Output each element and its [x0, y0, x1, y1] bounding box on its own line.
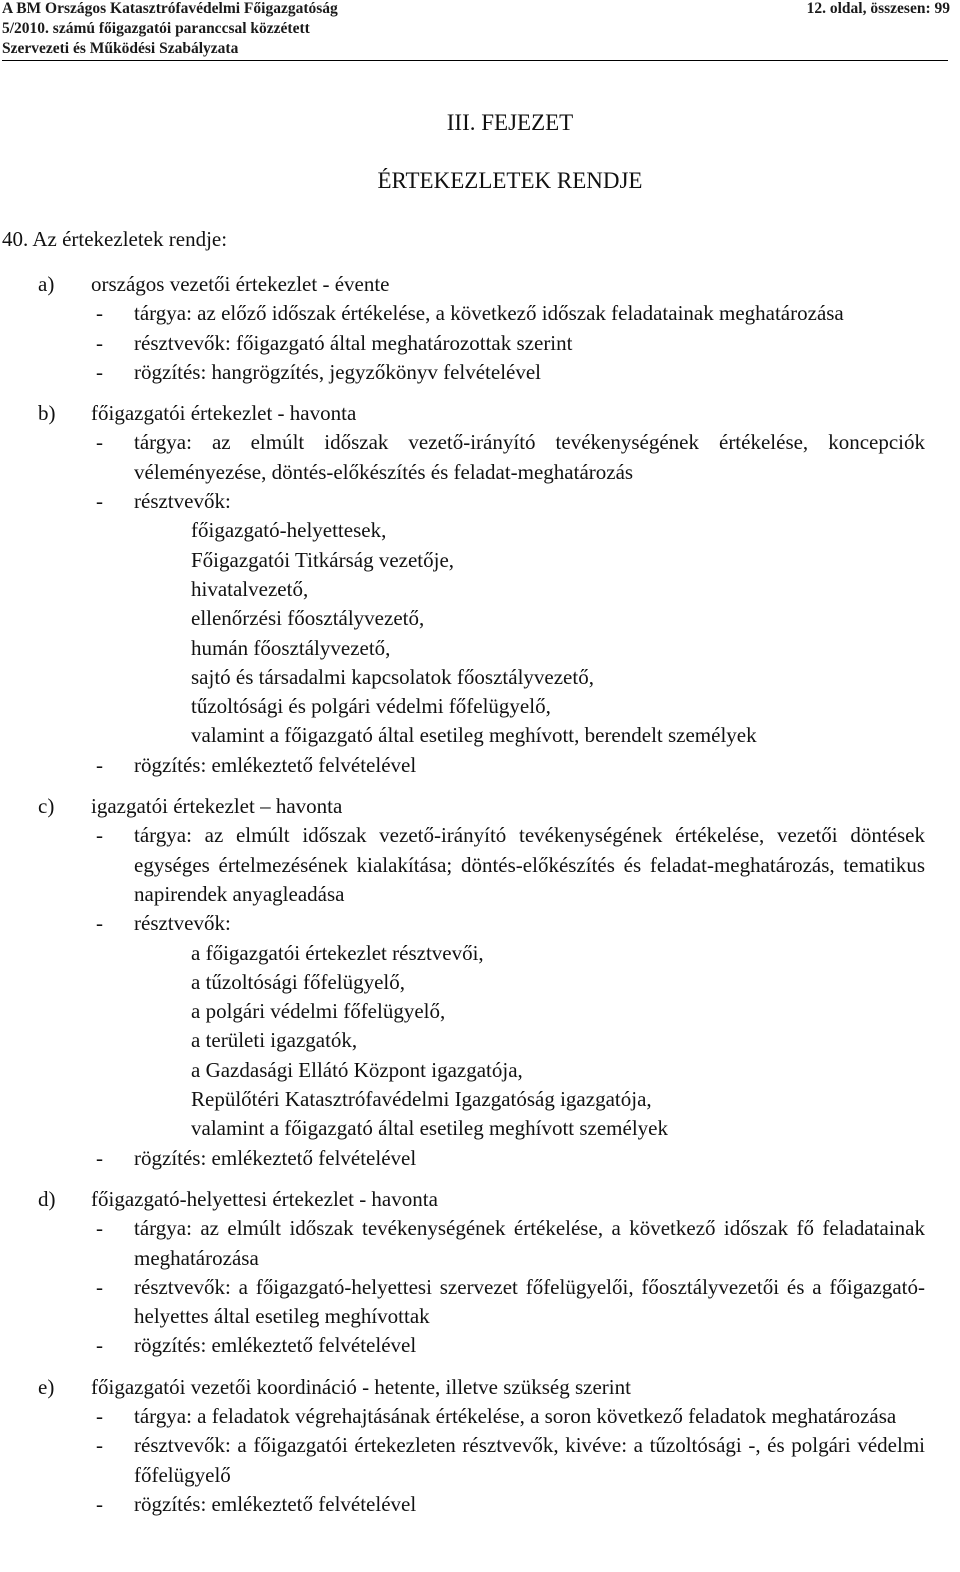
dash-bullet: -	[96, 1403, 103, 1428]
participant-line: valamint a főigazgató által esetileg meghívott személyek	[191, 1116, 668, 1141]
dash-bullet: -	[96, 1491, 103, 1516]
dash-bullet: -	[96, 330, 103, 355]
header-page-number: 12. oldal, összesen: 99	[806, 0, 950, 17]
section-letter: a)	[38, 272, 55, 296]
item-text: rögzítés: emlékeztető felvételével	[134, 1145, 417, 1170]
item-text: tárgya: az elmúlt időszak vezető-irányító tevékenységének értékelése, koncepciók véleményezése, döntés-előkészítés és feladat-meghatározás	[134, 430, 925, 484]
header-regulation: Szervezeti és Működési Szabályzata	[2, 40, 239, 57]
item-text: résztvevők:	[134, 489, 231, 514]
list-item	[0, 428, 960, 487]
list-item	[0, 1431, 960, 1490]
header-org: A BM Országos Katasztrófavédelmi Főigazgatóság	[2, 0, 338, 17]
section-title: országos vezetői értekezlet - évente	[91, 272, 390, 296]
list-item	[0, 821, 960, 909]
participant-line: ellenőrzési főosztályvezető,	[191, 606, 425, 631]
participant-line: sajtó és társadalmi kapcsolatok főosztályvezető,	[191, 664, 594, 689]
section-title: igazgatói értekezlet – havonta	[91, 794, 343, 819]
item-text: rögzítés: emlékeztető felvételével	[134, 1333, 417, 1358]
dash-bullet: -	[96, 1333, 103, 1358]
dash-bullet: -	[96, 1274, 103, 1299]
participant-line: a Gazdasági Ellátó Központ igazgatója,	[191, 1057, 523, 1082]
list-item	[0, 1214, 960, 1273]
dash-bullet: -	[96, 823, 103, 848]
section-letter: e)	[38, 1374, 55, 1399]
item-text: tárgya: az elmúlt időszak tevékenységének értékelése, a következő időszak fő feladatainak meghatározása	[134, 1216, 925, 1270]
list-item	[0, 358, 960, 387]
item-text: tárgya: a feladatok végrehajtásának értékelése, a soron következő feladatok meghatározása	[134, 1403, 897, 1428]
item-text: résztvevők: a főigazgatói értekezleten résztvevők, kivéve: a tűzoltósági -, és polgári védelmi főfelügyelő	[134, 1433, 925, 1487]
item-text: résztvevők:	[134, 911, 231, 936]
item-text: résztvevők: a főigazgató-helyettesi szervezet főfelügyelői, főosztályvezetői és a főigazgató-helyettes által esetileg meghívottak	[134, 1274, 925, 1329]
participant-line: a főigazgatói értekezlet résztvevői,	[191, 940, 484, 965]
item-text: résztvevők: főigazgató által meghatározottak szerint	[134, 330, 573, 355]
item-text: rögzítés: emlékeztető felvételével	[134, 752, 417, 777]
list-item	[0, 1273, 960, 1332]
participant-line: a tűzoltósági főfelügyelő,	[191, 969, 406, 994]
section-title: főigazgatói vezetői koordináció - hetente, illetve szükség szerint	[91, 1374, 631, 1399]
section-heading	[0, 270, 960, 299]
section-letter: b)	[38, 401, 56, 426]
header-line-3	[2, 40, 948, 61]
participant-line: humán főosztályvezető,	[191, 635, 391, 660]
list-item	[0, 1331, 960, 1360]
list-item	[0, 299, 960, 328]
meeting-section	[0, 399, 960, 780]
meeting-section	[0, 270, 960, 387]
participant-line: Repülőtéri Katasztrófavédelmi Igazgatóság igazgatója,	[191, 1087, 652, 1112]
item-text: rögzítés: emlékeztető felvételével	[134, 1491, 417, 1516]
participant-line: Főigazgatói Titkárság vezetője,	[191, 547, 455, 572]
list-item	[0, 909, 960, 938]
dash-bullet: -	[96, 1433, 103, 1458]
section-title: főigazgató-helyettesi értekezlet - havonta	[91, 1186, 438, 1211]
participant-line: a területi igazgatók,	[191, 1028, 358, 1053]
dash-bullet: -	[96, 752, 103, 777]
section-letter: d)	[38, 1186, 56, 1211]
dash-bullet: -	[96, 489, 103, 514]
list-item	[0, 1402, 960, 1431]
chapter-number: III. FEJEZET	[446, 110, 574, 135]
participant-line: valamint a főigazgató által esetileg meghívott, berendelt személyek	[191, 723, 757, 748]
meeting-section	[0, 1185, 960, 1361]
header-decree: 5/2010. számú főigazgatói paranccsal közzétett	[2, 20, 310, 37]
section-title: főigazgatói értekezlet - havonta	[91, 401, 357, 426]
dash-bullet: -	[96, 301, 103, 326]
section-heading	[0, 399, 960, 428]
dash-bullet: -	[96, 1216, 103, 1241]
chapter-title: ÉRTEKEZLETEK RENDJE	[377, 168, 643, 193]
paragraph-intro: 40. Az értekezletek rendje:	[2, 227, 228, 251]
section-letter: c)	[38, 794, 55, 819]
dash-bullet: -	[96, 359, 103, 384]
section-heading	[0, 1185, 960, 1214]
meeting-section	[0, 792, 960, 1173]
dash-bullet: -	[96, 911, 103, 936]
list-item	[0, 1490, 960, 1519]
participant-line: főigazgató-helyettesek,	[191, 518, 387, 543]
section-heading	[0, 1373, 960, 1402]
list-item	[0, 487, 960, 516]
running-header	[2, 0, 950, 22]
participant-line: a polgári védelmi főfelügyelő,	[191, 999, 446, 1024]
item-text: tárgya: az előző időszak értékelése, a következő időszak feladatainak meghatározása	[134, 301, 844, 326]
item-text: tárgya: az elmúlt időszak vezető-irányító tevékenységének értékelése, vezetői döntések egységes értelmezésének kialakítása; döntés-előkészítés és feladat-meghatározás, tematikus napirendek anyagleadása	[134, 823, 925, 906]
meeting-section	[0, 1373, 960, 1519]
list-item	[0, 1144, 960, 1173]
dash-bullet: -	[96, 1145, 103, 1170]
list-item	[0, 751, 960, 780]
section-heading	[0, 792, 960, 821]
participant-line: hivatalvezető,	[191, 576, 309, 601]
meeting-list	[0, 270, 960, 1531]
participant-line: tűzoltósági és polgári védelmi főfelügyelő,	[191, 694, 551, 719]
dash-bullet: -	[96, 430, 103, 455]
item-text: rögzítés: hangrögzítés, jegyzőkönyv felvételével	[134, 359, 542, 384]
list-item	[0, 329, 960, 358]
